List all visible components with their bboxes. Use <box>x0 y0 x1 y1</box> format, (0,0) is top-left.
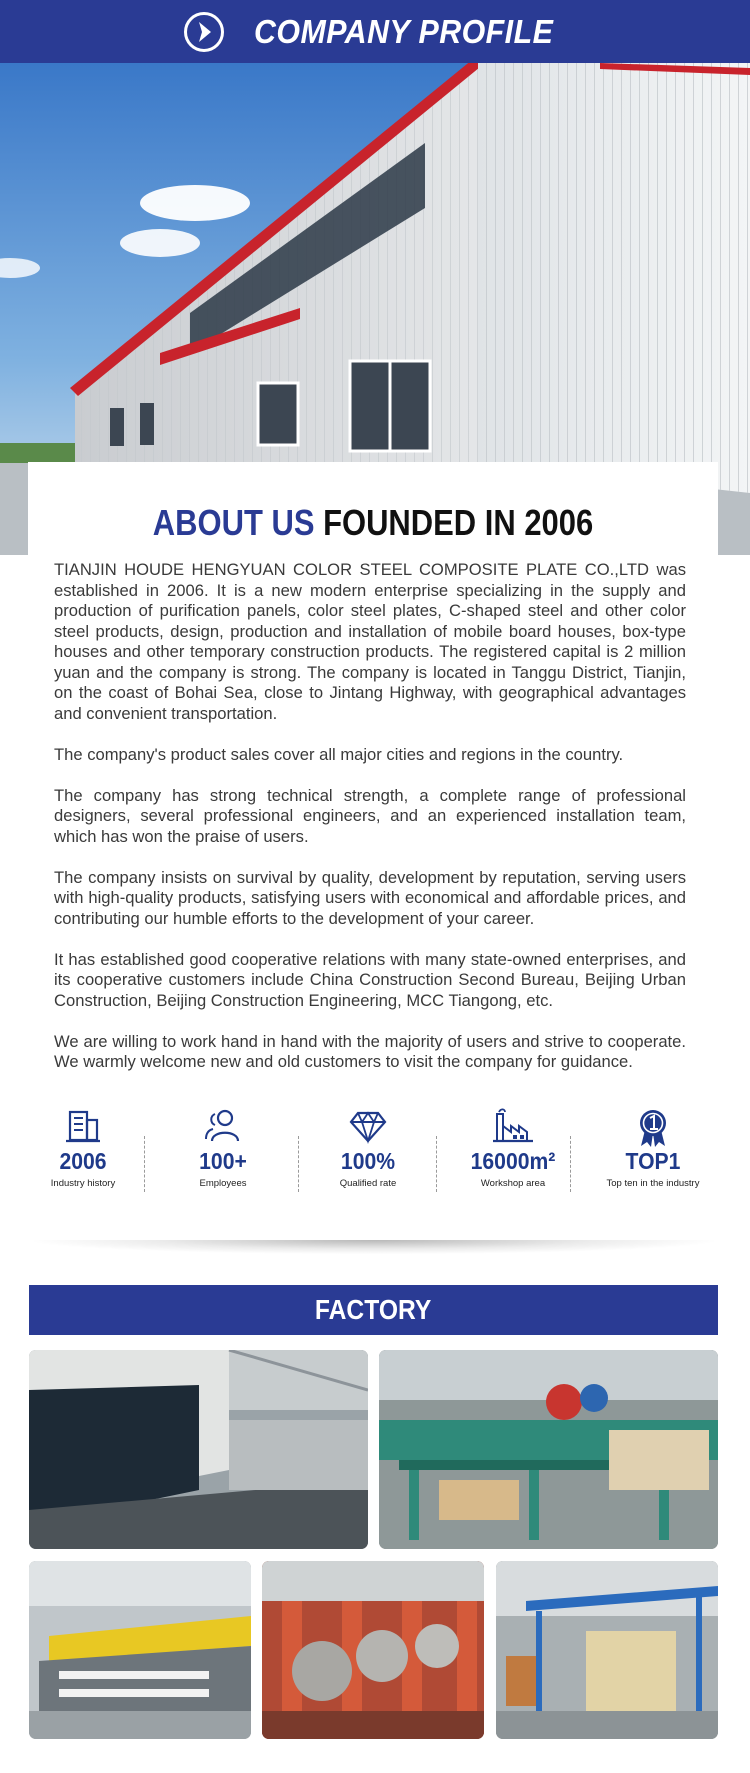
stat-top-rank <box>588 1108 718 1189</box>
about-paragraph: The company insists on survival by quality, development by reputation, serving users with high-quality products, satisfying users with economical and affordable prices, and contributing our humble efforts to the development of your career. <box>54 867 686 928</box>
building-icon <box>63 1108 103 1144</box>
stat-workshop-area <box>448 1108 578 1189</box>
stat-value: 2006 <box>59 1148 107 1174</box>
divider <box>436 1136 437 1192</box>
stat-label: Workshop area <box>480 1178 546 1189</box>
factory-photo <box>262 1561 484 1739</box>
about-heading <box>76 502 669 544</box>
stat-value: 16000m² <box>470 1148 556 1174</box>
factory-banner <box>29 1285 718 1335</box>
stat-label: Employees <box>199 1178 247 1189</box>
factory-icon <box>491 1108 535 1144</box>
stat-value: TOP1 <box>625 1148 681 1174</box>
divider <box>570 1136 571 1192</box>
arrow-circle-icon <box>183 11 225 53</box>
factory-photo <box>496 1561 718 1739</box>
stat-value: 100% <box>340 1148 396 1174</box>
stat-employees <box>168 1108 278 1189</box>
page-title: COMPANY PROFILE <box>254 12 554 50</box>
stat-value: 100+ <box>199 1148 247 1174</box>
about-paragraph: We are willing to work hand in hand with the majority of users and strive to cooperate. We warmly welcome new and old customers to visit the company for guidance. <box>54 1031 686 1071</box>
medal-icon <box>633 1108 673 1148</box>
diamond-icon <box>348 1108 388 1144</box>
about-paragraph: TIANJIN HOUDE HENGYUAN COLOR STEEL COMPOSITE PLATE CO.,LTD was established in 2006. It is a new modern enterprise specializing in the supply and production of purification panels, color steel plates, C-shaped steel and other color steel products, design, production and installation of mobile board houses, box-type houses and other temporary construction products. The registered capital is 2 million yuan and the company is strong. The company is located in Tanggu District, Tianjin, on the coast of Bohai Sea, close to Jintang Highway, with geographical advantages and convenient transportation. <box>54 560 686 723</box>
stat-label: Top ten in the industry <box>606 1178 700 1189</box>
header-banner <box>0 0 750 63</box>
about-paragraph: It has established good cooperative relations with many state-owned enterprises, and its cooperative customers include China Construction Second Bureau, Beijing Urban Construction, Beijing Construction Engineering, MCC Tiangong, etc. <box>54 949 686 1010</box>
stat-label: Qualified rate <box>339 1178 397 1189</box>
factory-photo <box>29 1561 251 1739</box>
stat-qualified-rate <box>313 1108 423 1189</box>
about-heading-highlight: ABOUT US <box>152 502 315 543</box>
divider <box>144 1136 145 1192</box>
people-icon <box>203 1108 243 1144</box>
about-paragraph: The company has strong technical strength, a complete range of professional designers, several professional engineers, and an experienced installation team, which has won the praise of users. <box>54 785 686 846</box>
stats-row <box>28 1108 718 1208</box>
about-text <box>54 560 686 1093</box>
factory-title: FACTORY <box>315 1294 432 1325</box>
factory-photo <box>379 1350 718 1549</box>
about-paragraph: The company's product sales cover all major cities and regions in the country. <box>54 744 624 764</box>
section-shadow <box>34 1240 714 1254</box>
stat-industry-history <box>28 1108 138 1189</box>
stat-label: Industry history <box>50 1178 116 1189</box>
about-heading-founded: FOUNDED IN 2006 <box>323 502 594 543</box>
factory-photo <box>29 1350 368 1549</box>
divider <box>298 1136 299 1192</box>
